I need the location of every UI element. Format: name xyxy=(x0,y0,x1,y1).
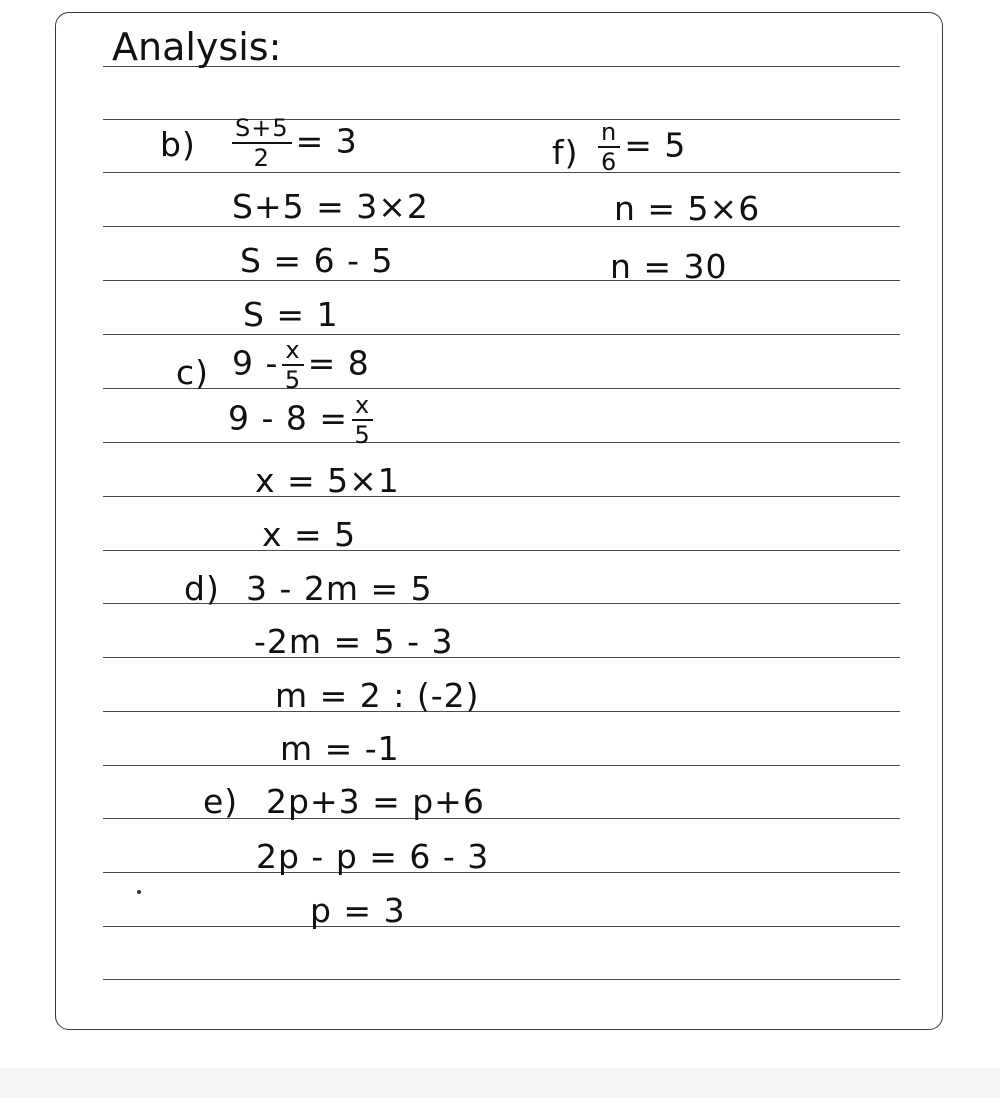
ruled-line xyxy=(103,280,900,281)
ruled-line xyxy=(103,388,900,389)
fraction-numerator: x xyxy=(282,338,303,366)
fraction-numerator: x xyxy=(352,393,373,421)
ruled-line xyxy=(103,872,900,873)
problem-d-step: m = 2 : (-2) xyxy=(275,676,480,715)
problem-c-equation xyxy=(232,338,370,392)
ruled-line xyxy=(103,226,900,227)
ruled-line xyxy=(103,711,900,712)
ruled-line xyxy=(103,119,900,120)
page-title: Analysis: xyxy=(112,25,282,69)
fraction-numerator: n xyxy=(598,120,620,148)
problem-c-step xyxy=(228,393,377,447)
ruled-line xyxy=(103,496,900,497)
problem-f-fraction xyxy=(598,120,620,174)
equation-rhs: = 5 xyxy=(624,125,687,165)
ruled-line xyxy=(103,172,900,173)
problem-b-label: b) xyxy=(160,125,196,164)
problem-f-equation xyxy=(594,120,686,174)
equation-lhs: 9 - 8 = xyxy=(228,398,349,438)
problem-c-step: x = 5×1 xyxy=(255,461,400,500)
equation-rhs: = 8 xyxy=(307,343,370,383)
problem-c-label: c) xyxy=(176,353,210,392)
problem-e-equation: 2p+3 = p+6 xyxy=(266,782,485,821)
ruled-line xyxy=(103,334,900,335)
ruled-line xyxy=(103,926,900,927)
problem-d-label: d) xyxy=(184,569,220,608)
problem-e-step: 2p - p = 6 - 3 xyxy=(256,837,490,876)
problem-f-label: f) xyxy=(552,133,579,172)
problem-f-step: n = 30 xyxy=(610,247,728,286)
problem-d-step: m = -1 xyxy=(280,729,400,768)
problem-b-step: S = 6 - 5 xyxy=(240,241,394,280)
ruled-line xyxy=(103,765,900,766)
ruled-line xyxy=(103,550,900,551)
bottom-bar xyxy=(0,1068,1000,1098)
problem-d-equation: 3 - 2m = 5 xyxy=(246,569,433,608)
problem-e-label: e) xyxy=(203,782,239,821)
equation-rhs: = 3 xyxy=(295,121,358,161)
problem-b-step: S+5 = 3×2 xyxy=(232,187,429,226)
ruled-line xyxy=(103,657,900,658)
problem-c-step: x = 5 xyxy=(262,515,357,554)
problem-e-step: p = 3 xyxy=(310,891,406,930)
fraction-denominator: 2 xyxy=(253,144,270,172)
equation-lhs: 9 - xyxy=(232,343,279,383)
notebook-card xyxy=(55,12,943,1030)
problem-d-step: -2m = 5 - 3 xyxy=(254,622,454,661)
ruled-line xyxy=(103,442,900,443)
stray-pen-mark xyxy=(137,890,141,894)
problem-f-step: n = 5×6 xyxy=(614,189,761,228)
problem-c-step-fraction xyxy=(352,393,373,447)
fraction-denominator: 5 xyxy=(284,366,302,394)
fraction-numerator: S+5 xyxy=(232,116,292,144)
problem-b-fraction xyxy=(232,116,292,170)
problem-b-step: S = 1 xyxy=(243,295,339,334)
fraction-denominator: 5 xyxy=(354,421,371,449)
ruled-line xyxy=(103,603,900,604)
ruled-line xyxy=(103,979,900,980)
problem-c-fraction xyxy=(282,338,303,392)
fraction-denominator: 6 xyxy=(600,148,618,176)
problem-b-equation xyxy=(228,116,358,170)
